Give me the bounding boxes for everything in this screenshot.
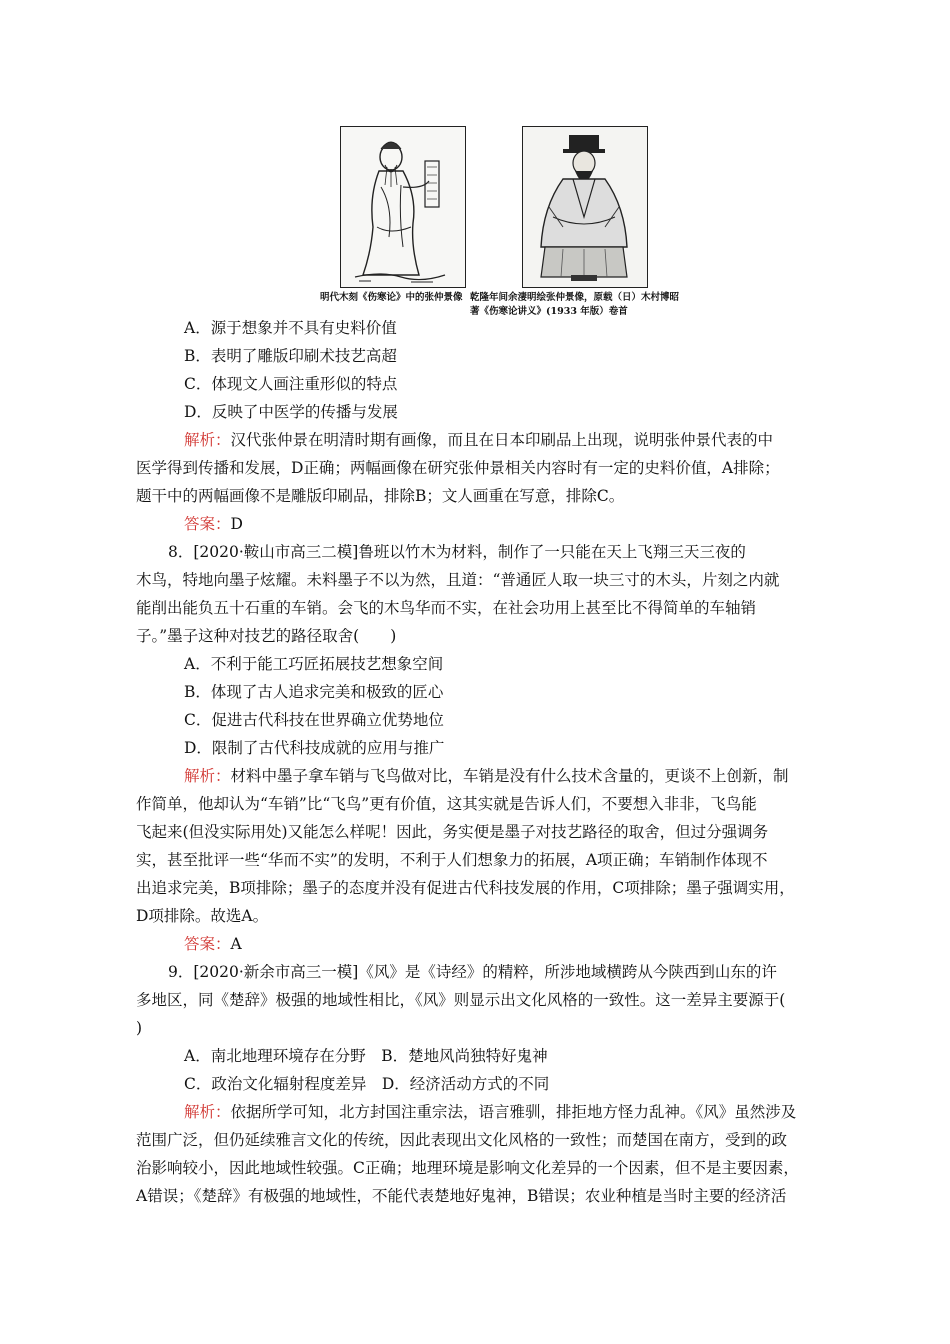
q9-analysis-line-3: 治影响较小，因此地域性较强。C正确；地理环境是影响文化差异的一个因素，但不是主要因素， [136,1159,799,1177]
scholar-portrait-icon [340,126,466,288]
left-figure-caption: 明代木刻《伤寒论》中的张仲景像 [320,292,463,303]
seated-official-portrait-icon [522,126,648,288]
q9-stem-line-3: ) [136,1019,143,1037]
q9-analysis-line-2: 范围广泛，但仍延续雅言文化的传统，因此表现出文化风格的一致性；而楚国在南方，受到的政 [136,1131,788,1149]
q8-stem-line-4: 子。”墨子这种对技艺的路径取舍( ) [136,627,397,645]
q8-stem-line-2: 木鸟，特地向墨子炫耀。未料墨子不以为然，且道：“普通匠人取一块三寸的木头，片刻之内就 [136,571,780,589]
q8-analysis-line-3: 飞起来(但没实际用处)又能怎么样呢！因此，务实便是墨子对技艺路径的取舍，但过分强调务 [136,823,769,841]
q9-option-ab: A．南北地理环境存在分野 B．楚地风尚独特好鬼神 [184,1047,548,1065]
q8-answer-value: A [230,935,242,953]
q7-option-d: D．反映了中医学的传播与发展 [184,403,398,421]
right-figure-caption-line1: 乾隆年间余淒明绘张仲景像，原载（日）木村博昭 [470,292,680,303]
q8-option-a: A．不利于能工巧匠拓展技艺想象空间 [184,655,444,673]
q8-stem-line-3: 能削出能负五十石重的车销。会飞的木鸟华而不实，在社会功用上甚至比不得简单的车轴销 [136,599,757,617]
q7-answer [136,510,816,538]
q7-answer-value: D [230,515,243,533]
q8-option-b: B．体现了古人追求完美和极致的匠心 [184,683,444,701]
right-figure-caption-line2: 著《伤寒论讲义》(1933 年版）卷首 [470,306,628,317]
q8-analysis-line-6: D项排除。故选A。 [136,907,269,925]
q8-answer [136,930,816,958]
right-figure [522,126,652,288]
q8-analysis-text-1: 材料中墨子拿车销与飞鸟做对比，车销是没有什么技术含量的，更谈不上创新，制 [230,767,789,785]
q9-analysis-label: 解析： [184,1103,231,1121]
q9-analysis-line-4: A错误；《楚辞》有极强的地域性，不能代表楚地好鬼神，B错误；农业种植是当时主要的经济活 [136,1187,787,1205]
question-7-block [136,314,816,1210]
q8-option-d: D．限制了古代科技成就的应用与推广 [184,739,445,757]
q8-answer-label: 答案： [184,935,231,953]
q9-option-cd: C．政治文化辐射程度差异 D．经济活动方式的不同 [184,1075,550,1093]
q7-option-b: B．表明了雕版印刷术技艺高超 [184,347,397,365]
q8-analysis-line-1 [136,762,816,790]
q7-option-c: C．体现文人画注重形似的特点 [184,375,398,393]
q7-analysis-text-1: 汉代张仲景在明清时期有画像，而且在日本印刷品上出现，说明张仲景代表的中 [230,431,774,449]
q8-analysis-label: 解析： [184,767,231,785]
q9-analysis-line-1 [136,1098,816,1126]
figure-area [300,126,680,326]
q9-analysis-text-1: 依据所学可知，北方封国注重宗法，语言雅驯，排拒地方怪力乱神。《风》虽然涉及 [230,1103,797,1121]
q7-answer-label: 答案： [184,515,231,533]
q8-analysis-line-2: 作简单，他却认为“车销”比“飞鸟”更有价值，这其实就是告诉人们，不要想入非非，飞鸟能 [136,795,757,813]
q7-option-a: A．源于想象并不具有史料价值 [184,319,397,337]
q8-analysis-line-5: 出追求完美，B项排除；墨子的态度并没有促进古代科技发展的作用，C项排除；墨子强调实用， [136,879,795,897]
left-figure [340,126,470,288]
q7-analysis-line-1 [136,426,816,454]
q9-stem-line-1: 9．[2020·新余市高三一模]《风》是《诗经》的精粹，所涉地域横跨从今陕西到山东的许 [168,963,777,981]
q8-analysis-line-4: 实，甚至批评一些“华而不实”的发明，不利于人们想象力的拓展，A项正确；车销制作体现不 [136,851,768,869]
q9-stem-line-2: 多地区，同《楚辞》极强的地域性相比，《风》则显示出文化风格的一致性。这一差异主要源于( [136,991,786,1009]
q7-analysis-line-3: 题干中的两幅画像不是雕版印刷品，排除B；文人画重在写意，排除C。 [136,487,625,505]
q8-option-c: C．促进古代科技在世界确立优势地位 [184,711,444,729]
q7-analysis-line-2: 医学得到传播和发展，D正确；两幅画像在研究张仲景相关内容时有一定的史料价值，A排除； [136,459,780,477]
q8-stem-line-1: 8．[2020·鞍山市高三二模]鲁班以竹木为材料，制作了一只能在天上飞翔三天三夜的 [168,543,746,561]
q7-analysis-label: 解析： [184,431,231,449]
